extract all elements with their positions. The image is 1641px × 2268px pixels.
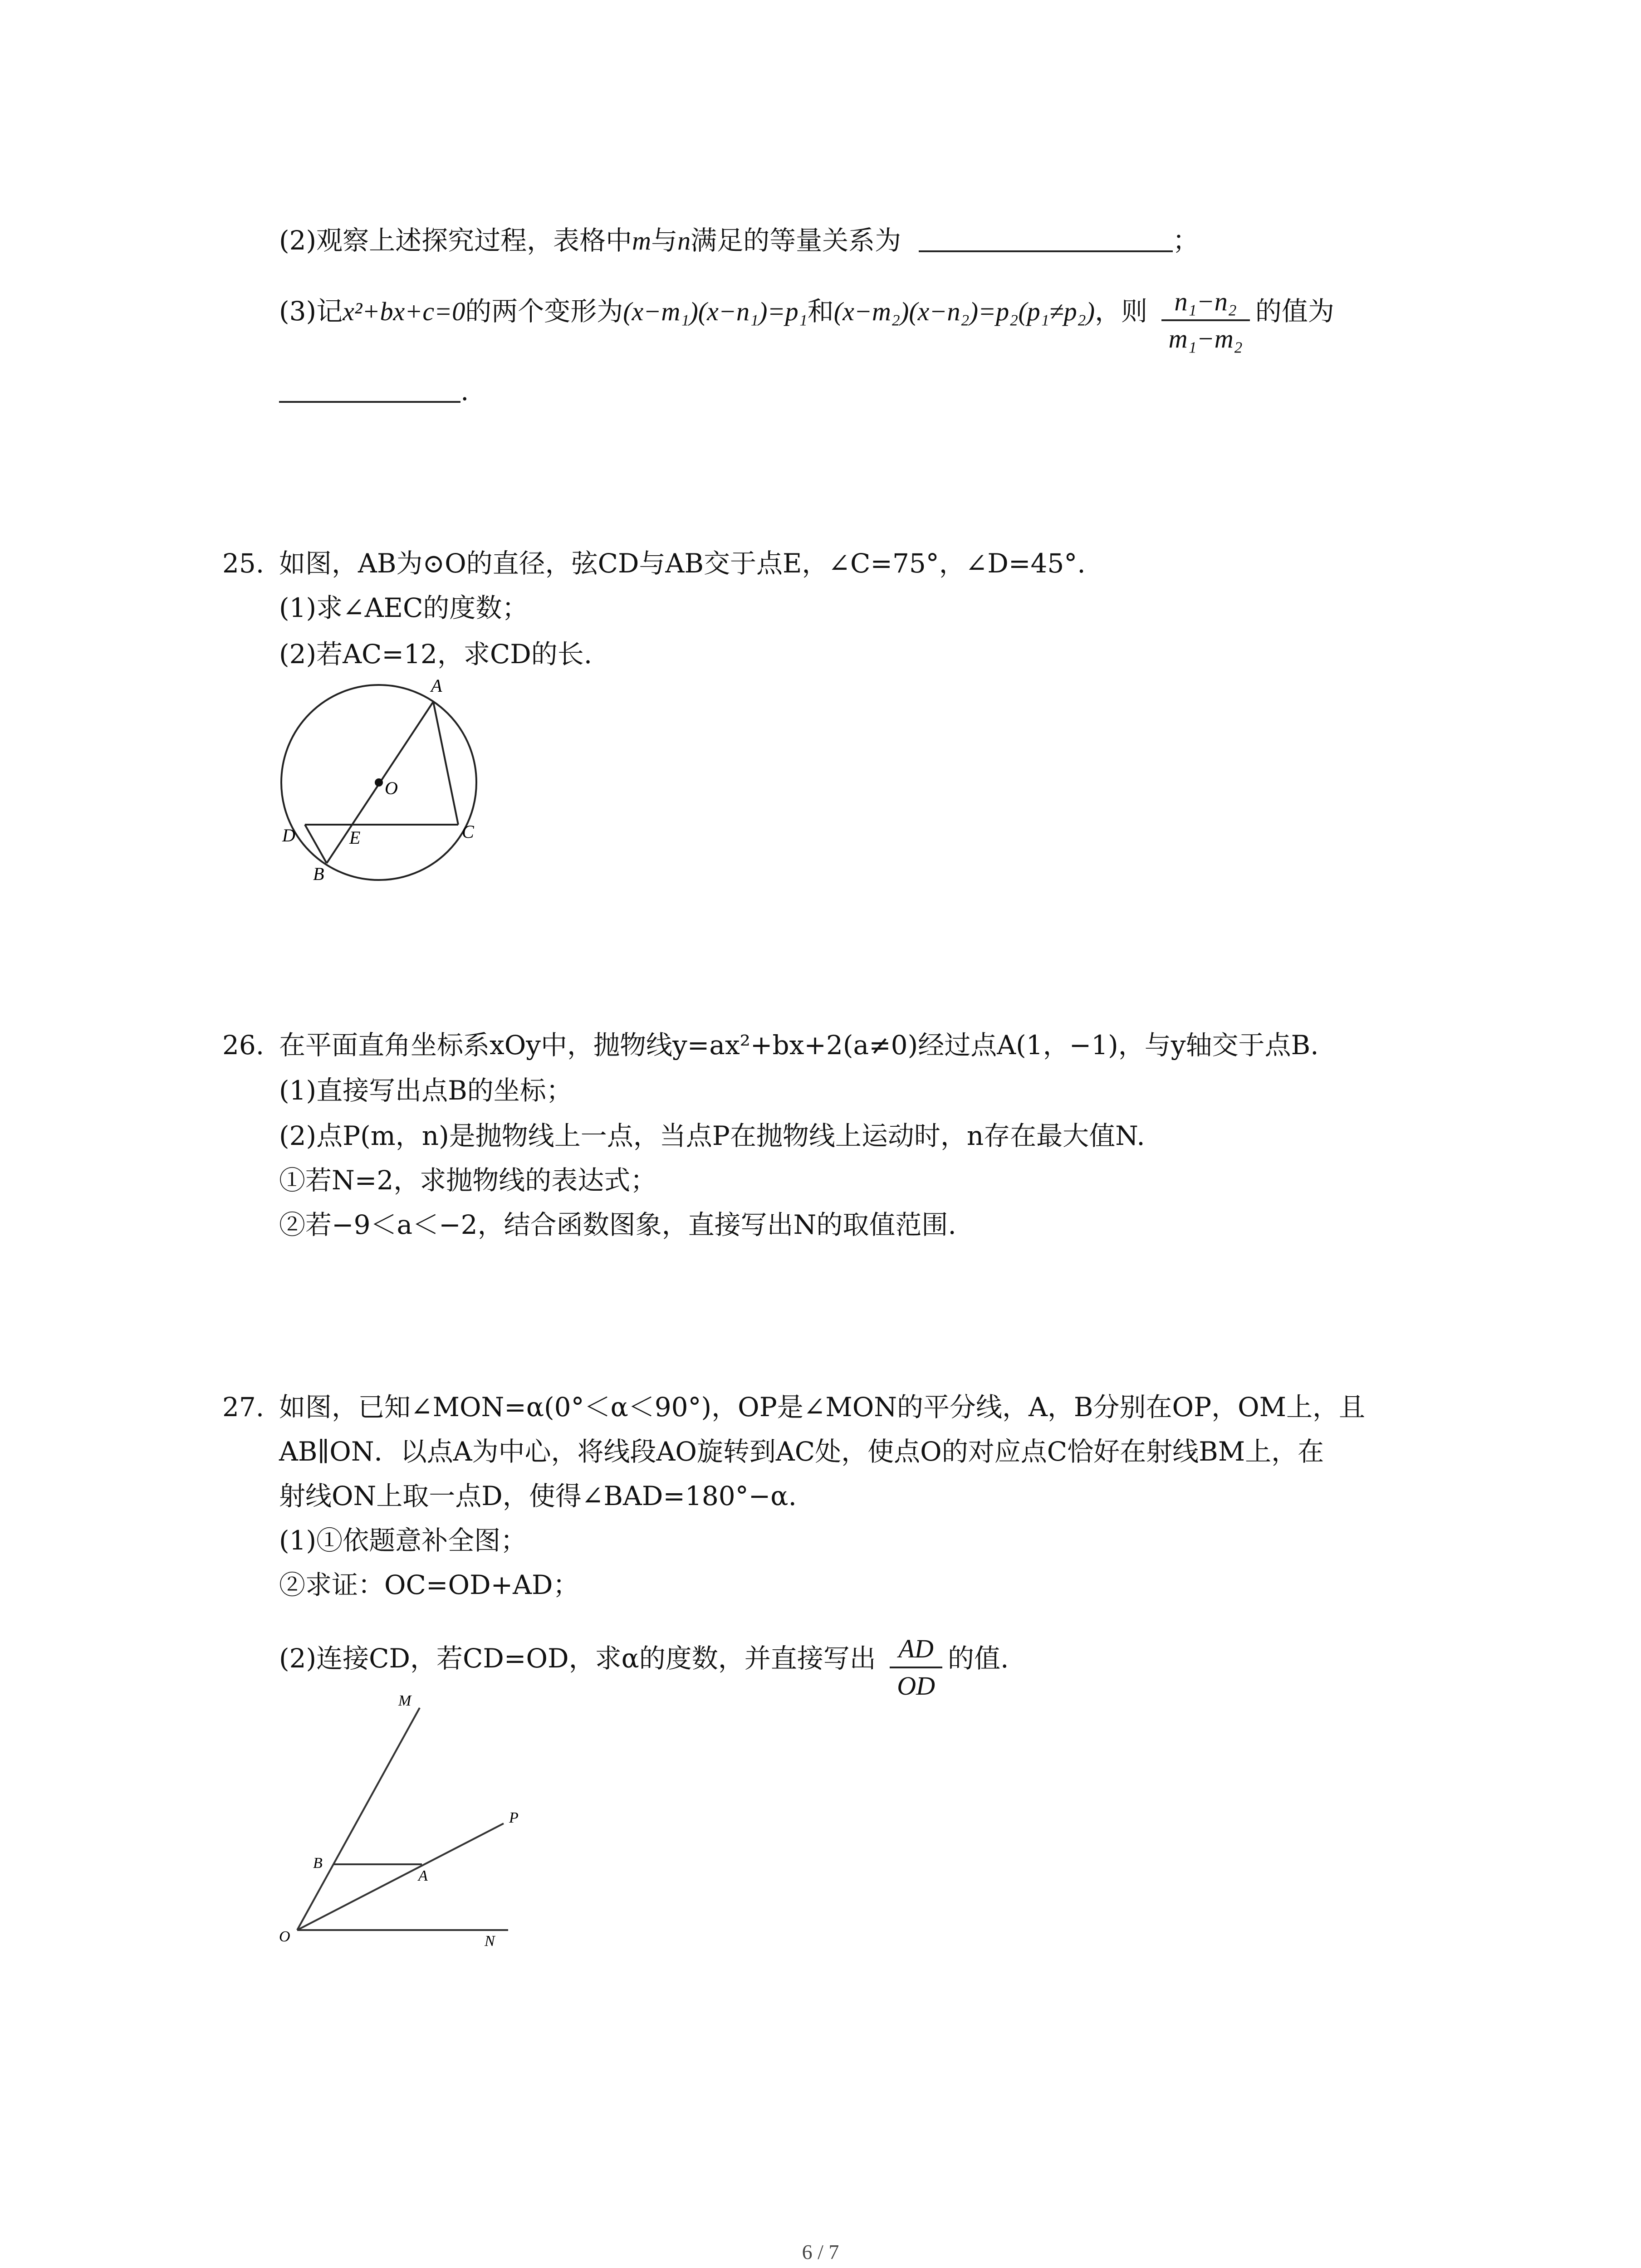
- label-p: P: [509, 1809, 519, 1826]
- label-n: N: [485, 1933, 495, 1950]
- answer-blank[interactable]: [919, 228, 1173, 252]
- question-number: 26.: [222, 1030, 265, 1061]
- label-o: O: [385, 778, 398, 798]
- label-c: C: [462, 821, 474, 842]
- ray-om: [297, 1708, 420, 1930]
- q27-part1-i: (1)①依题意补全图；: [279, 1525, 527, 1556]
- label-d: D: [282, 825, 295, 846]
- q27-stem-line2: AB∥ON．以点A为中心，将线段AO旋转到AC处，使点O的对应点C恰好在射线BM上，在: [279, 1436, 1324, 1467]
- q25-part2: (2)若AC=12，求CD的长.: [279, 639, 593, 670]
- label-b: B: [313, 864, 324, 884]
- q26-part2-i: ①若N=2，求抛物线的表达式；: [279, 1165, 657, 1196]
- label-e: E: [349, 827, 361, 848]
- q24-part3: (3)记x²+bx+c=0的两个变形为(x−m₁)(x−n₁)=p₁和(x−m₂)(x−n₂)=p₂(p₁≠p₂)，则 $\frac{\text{n₁−n₂}}{\text{m₁−m₂}}$ 的值为: [279, 284, 1334, 322]
- q24-part2: (2)观察上述探究过程，表格中m与n满足的等量关系为 ；: [279, 225, 1199, 256]
- question-number: 27.: [222, 1392, 265, 1422]
- q26-part1: (1)直接写出点B的坐标；: [279, 1075, 573, 1106]
- q25-stem: 如图，AB为⊙O的直径，弦CD与AB交于点E，∠C=75°，∠D=45°.: [279, 548, 1086, 579]
- label-m: M: [398, 1692, 411, 1709]
- answer-blank[interactable]: [279, 378, 460, 403]
- q27-stem-line3: 射线ON上取一点D，使得∠BAD=180°−α.: [279, 1481, 797, 1511]
- circle-diagram: [268, 674, 504, 900]
- q26-part2-ii: ②若−9＜a＜−2，结合函数图象，直接写出N的取值范围.: [279, 1209, 956, 1240]
- question-number: 25.: [222, 548, 265, 579]
- center-point-o: [375, 778, 383, 787]
- fraction-ad-over-od: $\frac{AD}{OD}$: [890, 1631, 942, 1704]
- fraction-n-over-m: $\frac{\text{n₁−n₂}}{\text{m₁−m₂}}$: [1161, 284, 1250, 357]
- ray-op: [297, 1823, 504, 1930]
- q26-part2: (2)点P(m，n)是抛物线上一点，当点P在抛物线上运动时，n存在最大值N.: [279, 1120, 1145, 1151]
- q25-part1: (1)求∠AEC的度数；: [279, 592, 529, 623]
- angle-diagram: [254, 1678, 581, 1950]
- q24-part3-blank: .: [279, 372, 469, 410]
- label-a: A: [431, 675, 442, 696]
- label-b: B: [313, 1855, 323, 1872]
- page-number: 6 / 7: [802, 2240, 839, 2263]
- q27-part1-ii: ②求证：OC=OD+AD；: [279, 1569, 579, 1600]
- label-o: O: [279, 1928, 290, 1945]
- label-a: A: [418, 1867, 428, 1884]
- q27-part2: (2)连接CD，若CD=OD，求α的度数，并直接写出 $\frac{AD}{OD}$ 的值.: [279, 1631, 1009, 1669]
- q27-stem-line1: 如图，已知∠MON=α(0°＜α＜90°)，OP是∠MON的平分线，A，B分别在OP，OM上，且: [279, 1392, 1366, 1422]
- q26-stem: 在平面直角坐标系xOy中，抛物线y=ax²+bx+2(a≠0)经过点A(1，−1)，与y轴交于点B.: [279, 1030, 1319, 1061]
